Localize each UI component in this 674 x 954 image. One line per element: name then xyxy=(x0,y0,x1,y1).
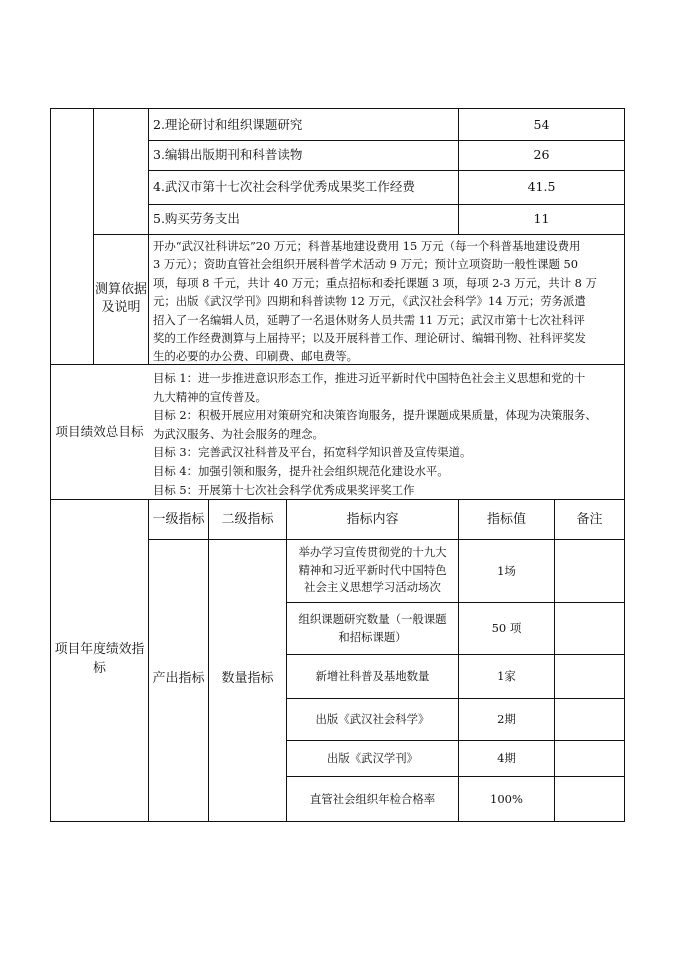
content-line: 精神和习近平新时代中国特色 xyxy=(298,562,447,577)
budget-item: 5.购买劳务支出 xyxy=(153,211,240,226)
basis-text xyxy=(153,237,621,366)
indicator-content: 出版《武汉学刊》 xyxy=(326,751,419,765)
goal-line: 目标 3：完善武汉社科普及平台，拓宽科学知识普及宣传渠道。 xyxy=(153,445,472,460)
basis-line: 3 万元）；资助直管社会组织开展科普学术活动 9 万元；预计立项资助一般性课题 50 xyxy=(153,257,579,272)
indicator-value: 1场 xyxy=(497,564,516,578)
budget-amount: 41.5 xyxy=(527,179,556,194)
goal-line: 目标 2：积极开展应用对策研究和决策咨询服务，提升课题成果质量，体现为决策服务、 xyxy=(153,408,597,423)
content-line: 举办学习宣传贯彻党的十九大 xyxy=(298,545,447,559)
budget-item: 3.编辑出版期刊和科普读物 xyxy=(153,147,303,162)
rule xyxy=(50,821,624,822)
rule xyxy=(148,140,624,141)
basis-line: 元；出版《武汉学刊》四期和科普读物 12 万元，《武汉社会科学》14 万元；劳务派遣 xyxy=(153,294,586,309)
rule xyxy=(286,698,624,699)
rule xyxy=(286,654,624,655)
budget-amount: 54 xyxy=(533,117,550,132)
basis-label: 测算依据 xyxy=(94,282,147,297)
header-content: 指标内容 xyxy=(346,512,399,527)
rule xyxy=(50,108,624,109)
basis-line: 生的必要的办公费、印刷费、邮电费等。 xyxy=(153,349,359,364)
rule xyxy=(286,602,624,603)
indicators-section-label: 标 xyxy=(93,661,106,676)
rule xyxy=(148,108,149,365)
rule xyxy=(50,108,51,822)
budget-amount: 11 xyxy=(533,211,550,226)
rule xyxy=(148,539,624,540)
goal-line: 目标 1：进一步推进意识形态工作，推进习近平新时代中国特色社会主义思想和党的十 xyxy=(153,371,586,385)
indicator-value: 1家 xyxy=(497,669,516,683)
rule xyxy=(458,499,459,822)
basis-line: 奖的工作经费测算与上届持平；以及开展科普工作、理论研讨、编辑刊物、社科评奖发 xyxy=(153,331,586,346)
budget-item: 4.武汉市第十七次社会科学优秀成果奖工作经费 xyxy=(153,179,415,194)
basis-line: 招入了一名编辑人员，延聘了一名退休财务人员共需 11 万元；武汉市第十七次社科评 xyxy=(153,312,585,327)
header-note: 备注 xyxy=(576,512,603,527)
basis-line: 项，每项 8 千元，共计 40 万元；重点招标和委托课题 3 项，每项 2-3 万元，共计 8 万 xyxy=(153,275,597,290)
content-line: 和招标课题） xyxy=(338,630,407,644)
goals-text xyxy=(153,369,621,499)
indicator-value: 2期 xyxy=(497,712,516,726)
rule xyxy=(93,108,94,365)
rule xyxy=(208,499,209,822)
rule xyxy=(148,499,149,822)
goal-line: 九大精神的宣传普及。 xyxy=(153,389,267,404)
header-value: 指标值 xyxy=(486,512,526,527)
header-level2: 二级指标 xyxy=(221,512,274,527)
budget-item: 2.理论研讨和组织课题研究 xyxy=(153,117,303,132)
content-line: 社会主义思想学习活动场次 xyxy=(304,580,441,594)
basis-line: 开办“武汉社科讲坛”20 万元；科普基地建设费用 15 万元（每一个科普基地建设费用 xyxy=(153,239,581,253)
rule xyxy=(148,170,624,171)
basis-label: 及说明 xyxy=(101,300,141,315)
goal-line: 目标 4：加强引领和服务，提升社会组织规范化建设水平。 xyxy=(153,463,449,478)
indicator-value: 100% xyxy=(490,792,523,806)
level1-value: 产出指标 xyxy=(152,671,205,686)
rule xyxy=(624,108,625,822)
rule xyxy=(286,776,624,777)
indicators-section-label: 项目年度绩效指 xyxy=(54,642,145,657)
content-line: 组织课题研究数量（一般课题 xyxy=(298,612,447,626)
rule xyxy=(93,234,624,235)
indicator-content xyxy=(287,610,458,646)
indicator-value: 50 项 xyxy=(491,621,522,635)
indicator-content: 直管社会组织年检合格率 xyxy=(309,792,436,806)
goals-label: 项目绩效总目标 xyxy=(55,424,144,439)
rule xyxy=(148,204,624,205)
indicator-value: 4期 xyxy=(497,751,516,765)
goal-line: 为武汉服务、为社会服务的理念。 xyxy=(153,426,324,441)
indicator-content: 新增社科普及基地数量 xyxy=(315,669,430,683)
rule xyxy=(554,499,555,822)
indicator-content xyxy=(287,544,458,597)
level2-value: 数量指标 xyxy=(221,671,274,686)
budget-amount: 26 xyxy=(533,147,550,162)
header-level1: 一级指标 xyxy=(152,512,205,527)
rule xyxy=(286,740,624,741)
indicator-content: 出版《武汉社会科学》 xyxy=(315,712,430,726)
goal-line: 目标 5：开展第十七次社会科学优秀成果奖评奖工作 xyxy=(153,482,415,497)
